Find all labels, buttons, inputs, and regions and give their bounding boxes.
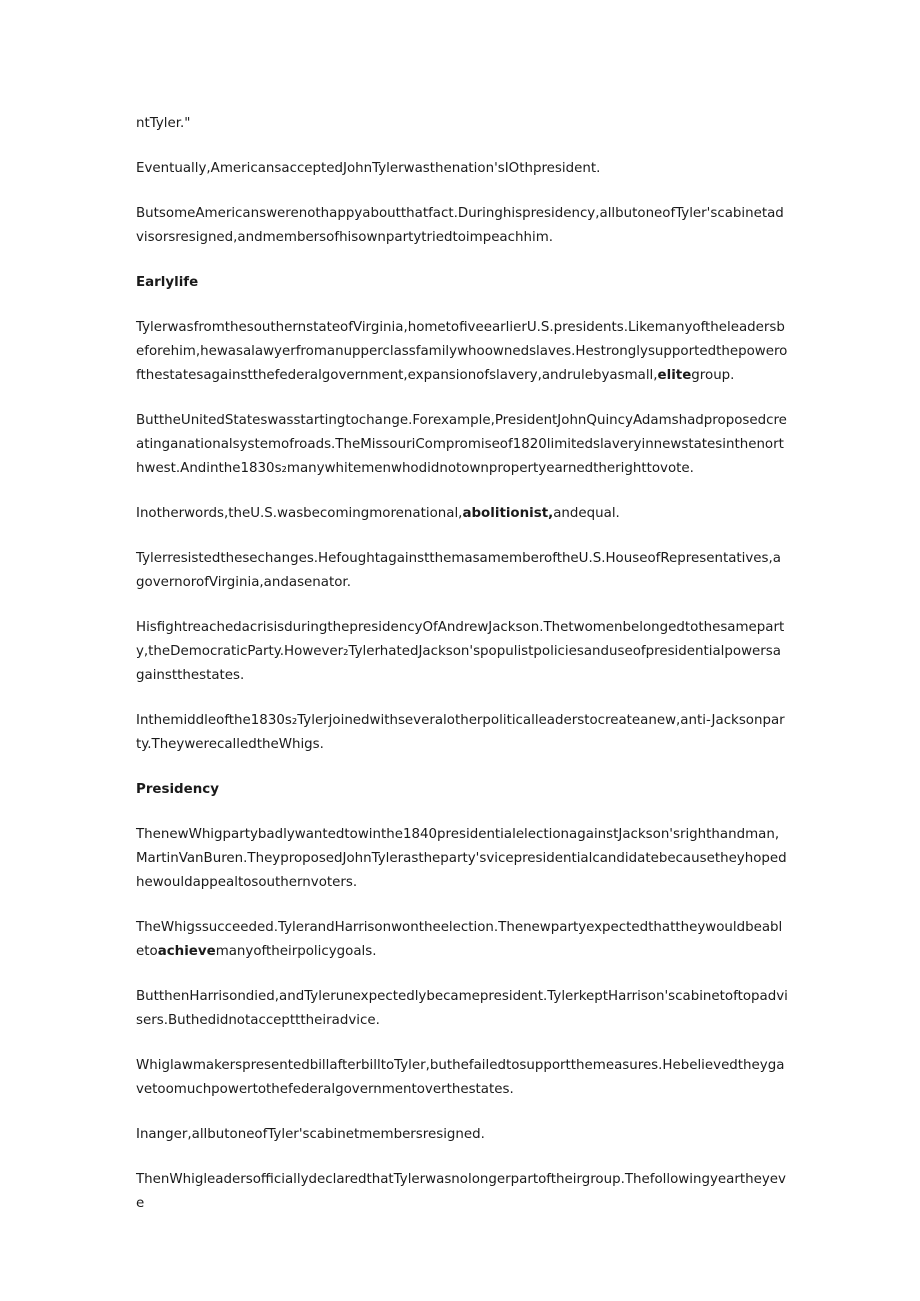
section-heading-early-life: Earlylife (136, 275, 199, 290)
paragraph: HisfightreachedacrisisduringthepresidencyOfAndrewJackson.Thetwomenbelongedtothesameparty,theDemocraticParty.However₂TylerhatedJackson'spopulistpoliciesanduseofpresidentialpowersagainstthestates. (136, 620, 785, 683)
section-heading-presidency: Presidency (136, 782, 219, 797)
bold-term-elite: elite (657, 368, 692, 383)
text-run: manyoftheirpolicygoals. (215, 944, 377, 959)
paragraph: ButtheUnitedStateswasstartingtochange.Forexample,PresidentJohnQuincyAdamshadproposedcreatinganationalsystemofroads.TheMissouriCompromiseof1820limitedslaveryinnewstatesinthenorthwest.Andinthe1830s₂manywhitemenwhodidnotownpropertyearnedtherighttovote. (136, 413, 787, 476)
bold-term-abolitionist: abolitionist, (462, 506, 554, 521)
paragraph (136, 316, 788, 388)
document-body (136, 112, 788, 1237)
text-run: andequal. (553, 506, 620, 521)
paragraph: ButthenHarrisondied,andTylerunexpectedlybecamepresident.TylerkeptHarrison'scabinetoftopadvisers.Buthedidnotacceptttheiradvice. (136, 989, 788, 1028)
bold-term-achieve: achieve (157, 944, 216, 959)
text-run: TheWhigssucceeded.TylerandHarrisonwontheelection.Thenewpartyexpectedthattheywouldbeableto (136, 920, 783, 959)
paragraph: ThenewWhigpartybadlywantedtowinthe1840presidentialelectionagainstJackson'srighthandman,MartinVanBuren.TheyproposedJohnTylerastheparty'svicepresidentialcandidatebecausetheyhopedhewouldappealtosouthernvoters. (136, 827, 787, 890)
paragraph (136, 502, 788, 526)
text-run: group. (691, 368, 735, 383)
paragraph: Tylerresistedthesechanges.HefoughtagainstthemasamemberoftheU.S.HouseofRepresentatives,agovernorofVirginia,andasenator. (136, 551, 781, 590)
text-run: Inotherwords,theU.S.wasbecomingmorenational, (136, 506, 463, 521)
paragraph: ButsomeAmericanswerenothappyaboutthatfact.Duringhispresidency,allbutoneofTyler'scabinetadvisorsresigned,andmembersofhisownpartytriedtoimpeachhim. (136, 206, 784, 245)
paragraph: Inthemiddleofthe1830s₂Tylerjoinedwithseveralotherpoliticalleaderstocreateanew,anti-Jacksonparty.TheywerecalledtheWhigs. (136, 713, 785, 752)
paragraph: WhiglawmakerspresentedbillafterbilltoTyler,buthefailedtosupportthemeasures.Hebelievedtheygavetoomuchpowertothefederalgovernmentoverthestates. (136, 1058, 785, 1097)
text-run: TylerwasfromthesouthernstateofVirginia,hometofiveearlierU.S.presidents.Likemanyoftheleadersbeforehim,hewasalawyerfromanupperclassfamilywhoownedslaves.Hestronglysupportedthepowerofthestatesagainstthefederalgovernment,expansionofslavery,andrulebyasmall, (136, 320, 788, 383)
paragraph: Eventually,AmericansacceptedJohnTylerwasthenation'sIOthpresident. (136, 161, 601, 176)
paragraph: ThenWhigleadersofficiallydeclaredthatTylerwasnolongerpartoftheirgroup.Thefollowingyeartheyeve (136, 1172, 786, 1211)
paragraph: Inanger,allbutoneofTyler'scabinetmembersresigned. (136, 1127, 485, 1142)
paragraph (136, 916, 788, 964)
paragraph: ntTyler." (136, 116, 191, 131)
